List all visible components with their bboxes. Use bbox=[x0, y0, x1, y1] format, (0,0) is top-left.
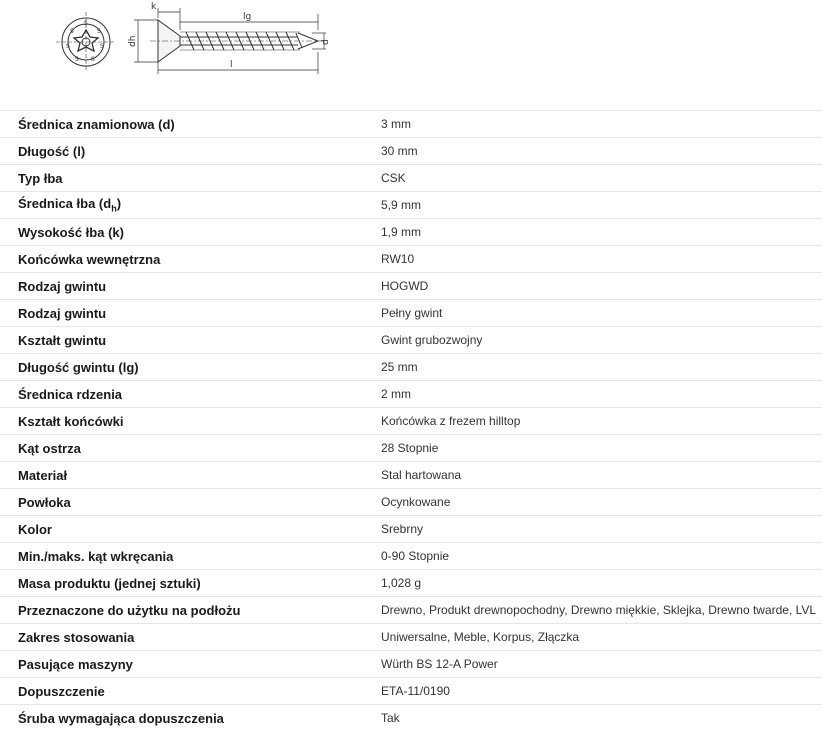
spec-value: Srebrny bbox=[381, 516, 822, 543]
head-mark-5: S bbox=[75, 56, 79, 63]
spec-row bbox=[0, 273, 822, 300]
spec-row bbox=[0, 111, 822, 138]
spec-value: Pełny gwint bbox=[381, 300, 822, 327]
spec-label: Śruba wymagająca dopuszczenia bbox=[0, 705, 381, 732]
spec-label: Materiał bbox=[0, 462, 381, 489]
head-mark-3: S bbox=[100, 43, 104, 50]
spec-label: Rodzaj gwintu bbox=[0, 273, 381, 300]
spec-label: Dopuszczenie bbox=[0, 678, 381, 705]
head-mark-7: S bbox=[70, 28, 74, 35]
spec-label: Przeznaczone do użytku na podłożu bbox=[0, 597, 381, 624]
spec-label: Kształt gwintu bbox=[0, 327, 381, 354]
spec-value: HOGWD bbox=[381, 273, 822, 300]
spec-label: Pasujące maszyny bbox=[0, 651, 381, 678]
spec-row bbox=[0, 651, 822, 678]
spec-row bbox=[0, 327, 822, 354]
screw-technical-drawing bbox=[0, 0, 822, 110]
spec-row bbox=[0, 435, 822, 462]
spec-row bbox=[0, 381, 822, 408]
spec-row bbox=[0, 462, 822, 489]
spec-label: Średnica rdzenia bbox=[0, 381, 381, 408]
spec-value: Gwint grubozwojny bbox=[381, 327, 822, 354]
spec-label-subscript: h bbox=[111, 203, 117, 214]
head-mark-6: S bbox=[66, 43, 70, 50]
spec-row bbox=[0, 570, 822, 597]
spec-value: 0-90 Stopnie bbox=[381, 543, 822, 570]
spec-row bbox=[0, 516, 822, 543]
spec-label: Rodzaj gwintu bbox=[0, 300, 381, 327]
dim-l-label: l bbox=[230, 60, 233, 70]
spec-value: Ocynkowane bbox=[381, 489, 822, 516]
spec-value: Końcówka z frezem hilltop bbox=[381, 408, 822, 435]
spec-label: Kąt ostrza bbox=[0, 435, 381, 462]
spec-row bbox=[0, 219, 822, 246]
spec-label-text: Średnica łba (d bbox=[18, 196, 112, 212]
dim-k-label: k bbox=[151, 2, 157, 12]
spec-label: Kolor bbox=[0, 516, 381, 543]
specification-table-body bbox=[0, 111, 822, 732]
head-mark-2: S bbox=[97, 28, 101, 35]
spec-value: 2 mm bbox=[381, 381, 822, 408]
dim-d-label: d bbox=[321, 39, 331, 45]
head-mark-4: S bbox=[91, 56, 95, 63]
spec-row bbox=[0, 300, 822, 327]
spec-row bbox=[0, 192, 822, 219]
specification-table bbox=[0, 110, 822, 732]
spec-label: Długość (l) bbox=[0, 138, 381, 165]
spec-row bbox=[0, 489, 822, 516]
spec-label: Min./maks. kąt wkręcania bbox=[0, 543, 381, 570]
spec-value: 1,028 g bbox=[381, 570, 822, 597]
screw-side-view bbox=[150, 20, 325, 62]
spec-value: Drewno, Produkt drewnopochodny, Drewno miękkie, Sklejka, Drewno twarde, LVL bbox=[381, 597, 822, 624]
spec-value: RW10 bbox=[381, 246, 822, 273]
spec-label: Masa produktu (jednej sztuki) bbox=[0, 570, 381, 597]
spec-row bbox=[0, 705, 822, 732]
spec-row bbox=[0, 624, 822, 651]
spec-row bbox=[0, 543, 822, 570]
spec-value: 30 mm bbox=[381, 138, 822, 165]
spec-label: Powłoka bbox=[0, 489, 381, 516]
spec-row bbox=[0, 678, 822, 705]
spec-row bbox=[0, 408, 822, 435]
spec-label-text-end: ) bbox=[116, 196, 122, 212]
spec-row bbox=[0, 138, 822, 165]
spec-value: 28 Stopnie bbox=[381, 435, 822, 462]
spec-label: Kształt końcówki bbox=[0, 408, 381, 435]
spec-value: Uniwersalne, Meble, Korpus, Złączka bbox=[381, 624, 822, 651]
spec-value: 3 mm bbox=[381, 111, 822, 138]
spec-label bbox=[0, 192, 381, 219]
spec-label: Wysokość łba (k) bbox=[0, 219, 381, 246]
spec-label: Długość gwintu (lg) bbox=[0, 354, 381, 381]
dim-dh-label: dh bbox=[128, 35, 138, 47]
dim-lg-label: lg bbox=[243, 12, 252, 22]
spec-row bbox=[0, 246, 822, 273]
spec-value: ETA-11/0190 bbox=[381, 678, 822, 705]
spec-value: Stal hartowana bbox=[381, 462, 822, 489]
spec-label: Zakres stosowania bbox=[0, 624, 381, 651]
spec-value: CSK bbox=[381, 165, 822, 192]
spec-value: 25 mm bbox=[381, 354, 822, 381]
spec-label: Typ łba bbox=[0, 165, 381, 192]
spec-value: Würth BS 12-A Power bbox=[381, 651, 822, 678]
spec-value: 1,9 mm bbox=[381, 219, 822, 246]
spec-row bbox=[0, 597, 822, 624]
spec-label: Średnica znamionowa (d) bbox=[0, 111, 381, 138]
spec-value: 5,9 mm bbox=[381, 192, 822, 219]
spec-row bbox=[0, 354, 822, 381]
spec-value: Tak bbox=[381, 705, 822, 732]
head-mark-1: S bbox=[84, 20, 88, 27]
spec-row bbox=[0, 165, 822, 192]
spec-label: Końcówka wewnętrzna bbox=[0, 246, 381, 273]
